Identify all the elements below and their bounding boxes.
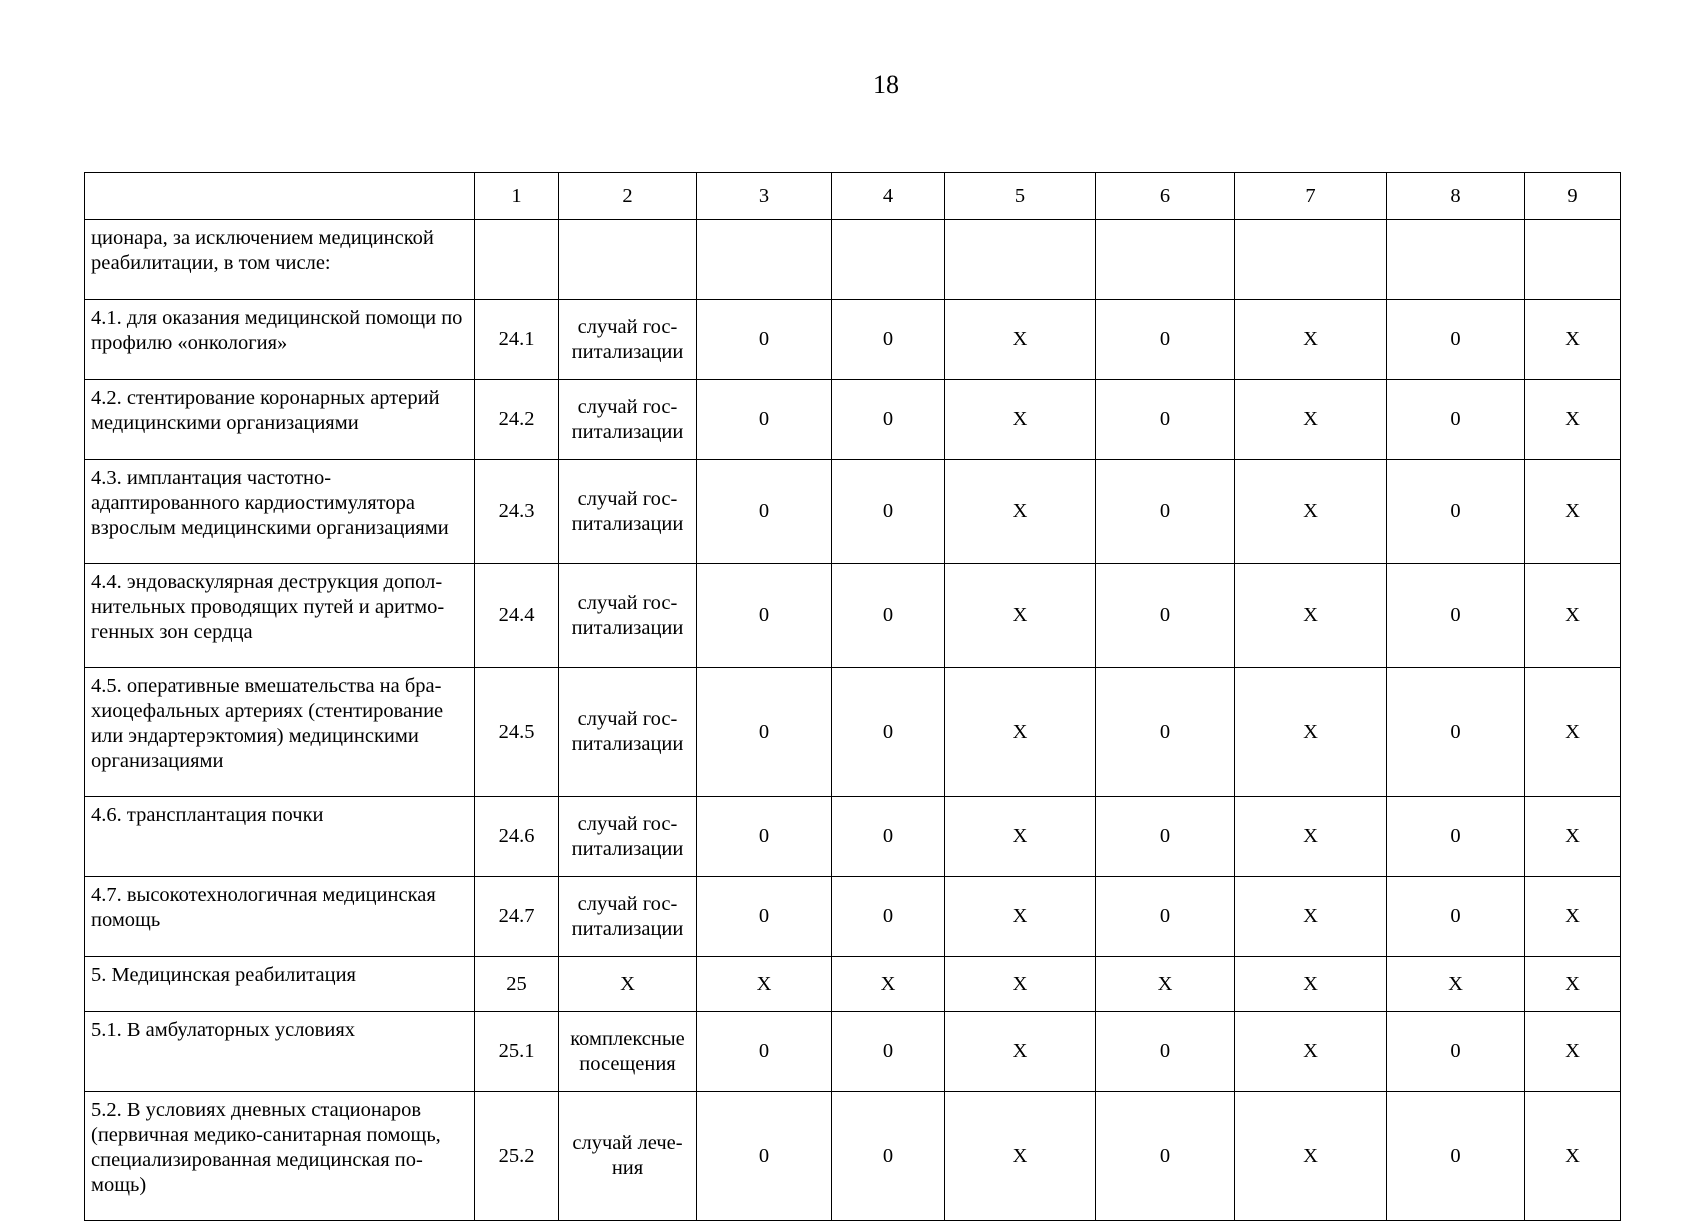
cell-col-6: 0 xyxy=(1096,877,1235,957)
cell-col-5: X xyxy=(945,380,1096,460)
cell-col-9: X xyxy=(1525,797,1621,877)
cell-col-4: 0 xyxy=(832,797,945,877)
cell-col-9: X xyxy=(1525,300,1621,380)
row-unit: случай гос-питализации xyxy=(559,797,697,877)
column-header: 7 xyxy=(1235,173,1387,220)
table-row xyxy=(85,300,1621,380)
cell-col-8: 0 xyxy=(1387,877,1525,957)
table-row xyxy=(85,877,1621,957)
row-code: 25 xyxy=(475,957,559,1012)
row-description: 4.4. эндоваскулярная деструкция допол-нительных проводящих путей и аритмо-генных зон сердца xyxy=(85,564,475,668)
table-row xyxy=(85,797,1621,877)
row-unit: случай гос-питализации xyxy=(559,877,697,957)
cell-col-8: 0 xyxy=(1387,668,1525,797)
cell-col-7: X xyxy=(1235,380,1387,460)
row-unit: случай гос-питализации xyxy=(559,668,697,797)
cell-col-8: 0 xyxy=(1387,300,1525,380)
cell-col-9: X xyxy=(1525,957,1621,1012)
table-row xyxy=(85,668,1621,797)
cell-col-7: X xyxy=(1235,668,1387,797)
cell-col-4: 0 xyxy=(832,460,945,564)
data-table xyxy=(84,172,1621,1221)
row-unit: случай гос-питализации xyxy=(559,460,697,564)
cell-col-4: 0 xyxy=(832,877,945,957)
cell-col-8: 0 xyxy=(1387,1092,1525,1221)
cell-col-7: X xyxy=(1235,877,1387,957)
column-header: 8 xyxy=(1387,173,1525,220)
table-row xyxy=(85,460,1621,564)
cell-col-5: X xyxy=(945,1092,1096,1221)
row-code xyxy=(475,220,559,300)
cell-col-4: X xyxy=(832,957,945,1012)
cell-col-6: 0 xyxy=(1096,460,1235,564)
cell-col-5: X xyxy=(945,1012,1096,1092)
table-row xyxy=(85,957,1621,1012)
row-description: ционара, за исключением медицинской реабилитации, в том числе: xyxy=(85,220,475,300)
cell-col-6: 0 xyxy=(1096,380,1235,460)
cell-col-3: 0 xyxy=(697,460,832,564)
row-unit: случай гос-питализации xyxy=(559,380,697,460)
cell-col-9: X xyxy=(1525,1012,1621,1092)
cell-col-6: 0 xyxy=(1096,300,1235,380)
row-unit: X xyxy=(559,957,697,1012)
row-code: 25.2 xyxy=(475,1092,559,1221)
cell-col-9 xyxy=(1525,220,1621,300)
cell-col-8: 0 xyxy=(1387,564,1525,668)
cell-col-7: X xyxy=(1235,300,1387,380)
cell-col-7: X xyxy=(1235,1092,1387,1221)
cell-col-5: X xyxy=(945,877,1096,957)
table-row xyxy=(85,1092,1621,1221)
cell-col-3: 0 xyxy=(697,877,832,957)
cell-col-7: X xyxy=(1235,460,1387,564)
cell-col-3: X xyxy=(697,957,832,1012)
row-unit: случай гос-питализации xyxy=(559,564,697,668)
cell-col-9: X xyxy=(1525,877,1621,957)
row-code: 24.4 xyxy=(475,564,559,668)
cell-col-4: 0 xyxy=(832,380,945,460)
cell-col-4: 0 xyxy=(832,1092,945,1221)
row-description: 5.2. В условиях дневных стационаров (первичная медико-санитарная помощь, специализированная медицинская по-мощь) xyxy=(85,1092,475,1221)
cell-col-5: X xyxy=(945,564,1096,668)
cell-col-9: X xyxy=(1525,460,1621,564)
row-unit: случай лече-ния xyxy=(559,1092,697,1221)
cell-col-9: X xyxy=(1525,1092,1621,1221)
row-code: 24.7 xyxy=(475,877,559,957)
cell-col-3: 0 xyxy=(697,300,832,380)
cell-col-8: 0 xyxy=(1387,460,1525,564)
cell-col-3: 0 xyxy=(697,1012,832,1092)
page-number: 18 xyxy=(873,70,899,99)
row-unit: комплексные посещения xyxy=(559,1012,697,1092)
cell-col-5: X xyxy=(945,668,1096,797)
column-header: 3 xyxy=(697,173,832,220)
row-description: 4.2. стентирование коронарных артерий медицинскими организациями xyxy=(85,380,475,460)
column-header: 4 xyxy=(832,173,945,220)
cell-col-6: 0 xyxy=(1096,564,1235,668)
cell-col-4: 0 xyxy=(832,300,945,380)
cell-col-4: 0 xyxy=(832,564,945,668)
row-code: 24.6 xyxy=(475,797,559,877)
cell-col-3: 0 xyxy=(697,380,832,460)
row-description: 5. Медицинская реабилитация xyxy=(85,957,475,1012)
row-description: 4.1. для оказания медицинской помощи по профилю «онкология» xyxy=(85,300,475,380)
table-row xyxy=(85,380,1621,460)
cell-col-5: X xyxy=(945,957,1096,1012)
column-header: 2 xyxy=(559,173,697,220)
cell-col-8 xyxy=(1387,220,1525,300)
cell-col-8: 0 xyxy=(1387,1012,1525,1092)
row-code: 24.2 xyxy=(475,380,559,460)
cell-col-8: X xyxy=(1387,957,1525,1012)
cell-col-9: X xyxy=(1525,564,1621,668)
row-unit xyxy=(559,220,697,300)
column-header: 1 xyxy=(475,173,559,220)
row-description: 4.7. высокотехнологичная медицинская помощь xyxy=(85,877,475,957)
cell-col-4: 0 xyxy=(832,1012,945,1092)
cell-col-7: X xyxy=(1235,797,1387,877)
row-description: 4.6. трансплантация почки xyxy=(85,797,475,877)
cell-col-7: X xyxy=(1235,957,1387,1012)
row-description: 5.1. В амбулаторных условиях xyxy=(85,1012,475,1092)
cell-col-6 xyxy=(1096,220,1235,300)
cell-col-3: 0 xyxy=(697,797,832,877)
cell-col-7: X xyxy=(1235,564,1387,668)
row-description: 4.3. имплантация частотно-адаптированного кардиостимулятора взрослым медицинскими организациями xyxy=(85,460,475,564)
cell-col-6: X xyxy=(1096,957,1235,1012)
table-row xyxy=(85,564,1621,668)
cell-col-6: 0 xyxy=(1096,1012,1235,1092)
column-header: 6 xyxy=(1096,173,1235,220)
cell-col-6: 0 xyxy=(1096,797,1235,877)
column-header-row xyxy=(85,173,1621,220)
cell-col-9: X xyxy=(1525,380,1621,460)
table-row xyxy=(85,220,1621,300)
cell-col-6: 0 xyxy=(1096,668,1235,797)
table-row xyxy=(85,1012,1621,1092)
row-description: 4.5. оперативные вмешательства на бра-хиоцефальных артериях (стентирование или эндартерэктомия) медицинскими организациями xyxy=(85,668,475,797)
cell-col-3: 0 xyxy=(697,668,832,797)
cell-col-4: 0 xyxy=(832,668,945,797)
cell-col-4 xyxy=(832,220,945,300)
cell-col-5: X xyxy=(945,300,1096,380)
column-header: 9 xyxy=(1525,173,1621,220)
cell-col-7: X xyxy=(1235,1012,1387,1092)
column-header: 5 xyxy=(945,173,1096,220)
cell-col-9: X xyxy=(1525,668,1621,797)
cell-col-5 xyxy=(945,220,1096,300)
row-code: 25.1 xyxy=(475,1012,559,1092)
cell-col-3: 0 xyxy=(697,564,832,668)
row-code: 24.5 xyxy=(475,668,559,797)
row-code: 24.1 xyxy=(475,300,559,380)
cell-col-7 xyxy=(1235,220,1387,300)
cell-col-8: 0 xyxy=(1387,797,1525,877)
column-header xyxy=(85,173,475,220)
row-unit: случай гос-питализации xyxy=(559,300,697,380)
cell-col-3 xyxy=(697,220,832,300)
cell-col-5: X xyxy=(945,797,1096,877)
cell-col-6: 0 xyxy=(1096,1092,1235,1221)
row-code: 24.3 xyxy=(475,460,559,564)
cell-col-5: X xyxy=(945,460,1096,564)
cell-col-8: 0 xyxy=(1387,380,1525,460)
cell-col-3: 0 xyxy=(697,1092,832,1221)
